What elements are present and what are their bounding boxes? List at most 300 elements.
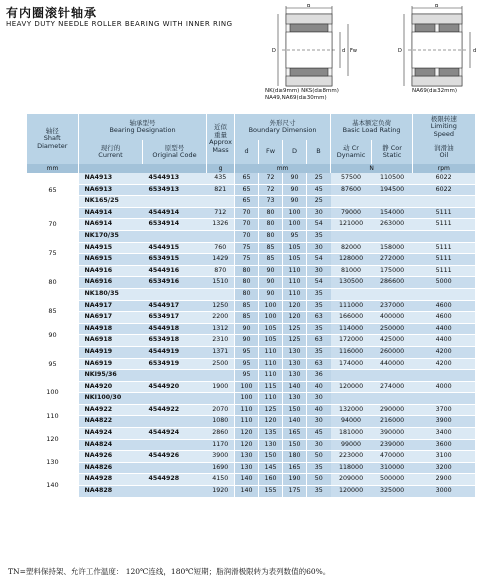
cell-cr	[331, 230, 372, 242]
cell-mass: 2070	[207, 404, 235, 416]
cell-orig	[143, 370, 207, 382]
cell-cor: 250000	[372, 323, 413, 335]
cell-cr: 174000	[331, 358, 372, 370]
table-row	[27, 323, 475, 335]
cell-orig	[143, 196, 207, 208]
cell-cur: NKI95/36	[79, 370, 143, 382]
cell-cor: 425000	[372, 335, 413, 347]
diagram-right-label-b: B	[435, 4, 439, 9]
cell-d: 120	[235, 428, 259, 440]
cell-d: 80	[235, 277, 259, 289]
cell-speed: 4200	[413, 358, 475, 370]
cell-orig: 4544926	[143, 451, 207, 463]
cell-shaft: 75	[27, 242, 79, 265]
cell-speed: 4400	[413, 323, 475, 335]
header-oil: 润滑油 Oil	[413, 140, 475, 164]
cell-cor: 325000	[372, 486, 413, 498]
cell-orig: 6534915	[143, 254, 207, 266]
cell-speed	[413, 393, 475, 405]
unit-speed: rpm	[413, 164, 475, 173]
cell-d: 110	[235, 404, 259, 416]
cell-cr: 116000	[331, 346, 372, 358]
cell-cor	[372, 370, 413, 382]
cell-D: 95	[283, 230, 307, 242]
cell-B: 36	[307, 370, 331, 382]
cell-speed: 5111	[413, 265, 475, 277]
cell-B: 30	[307, 439, 331, 451]
cell-cr: 166000	[331, 312, 372, 324]
cell-B: 35	[307, 323, 331, 335]
cell-cor: 154000	[372, 207, 413, 219]
cell-d: 120	[235, 439, 259, 451]
diagram-left-label-d: d	[342, 48, 346, 54]
header-boundary: 外形尺寸 Boundary Dimension	[235, 114, 331, 140]
cell-cor: 290000	[372, 404, 413, 416]
cell-shaft: 80	[27, 265, 79, 300]
cell-speed	[413, 196, 475, 208]
cell-cr: 209000	[331, 474, 372, 486]
cell-speed: 3700	[413, 404, 475, 416]
cell-orig: 6534916	[143, 277, 207, 289]
cell-fw: 90	[259, 265, 283, 277]
table-row	[27, 370, 475, 382]
cell-orig: 6534919	[143, 358, 207, 370]
cell-D: 130	[283, 393, 307, 405]
cell-orig: 4544920	[143, 381, 207, 393]
cell-d: 95	[235, 346, 259, 358]
table-row	[27, 381, 475, 393]
cell-B: 30	[307, 207, 331, 219]
bearing-spec-table	[26, 114, 475, 498]
cell-orig: 6534914	[143, 219, 207, 231]
cell-orig: 4544919	[143, 346, 207, 358]
cell-fw: 80	[259, 219, 283, 231]
cell-shaft: 90	[27, 323, 79, 346]
cell-orig	[143, 230, 207, 242]
cell-D: 100	[283, 207, 307, 219]
cell-cr: 181000	[331, 428, 372, 440]
cell-B: 30	[307, 242, 331, 254]
cell-fw: 110	[259, 393, 283, 405]
cell-cur: NA6917	[79, 312, 143, 324]
cell-d: 65	[235, 173, 259, 184]
cell-cur: NA6914	[79, 219, 143, 231]
cell-speed: 2900	[413, 474, 475, 486]
header-shaft: 轴径 Shaft Diameter	[27, 114, 79, 164]
cell-speed: 4600	[413, 312, 475, 324]
cell-B: 35	[307, 462, 331, 474]
cell-cr: 114000	[331, 323, 372, 335]
cell-B: 54	[307, 254, 331, 266]
cell-d: 130	[235, 462, 259, 474]
cell-fw: 110	[259, 370, 283, 382]
cell-mass: 1170	[207, 439, 235, 451]
cell-D: 110	[283, 265, 307, 277]
cell-cor: 400000	[372, 312, 413, 324]
table-row	[27, 404, 475, 416]
cell-B: 63	[307, 312, 331, 324]
header-mass: 近似 重量 Approx Mass	[207, 114, 235, 164]
table-row	[27, 242, 475, 254]
cell-fw: 90	[259, 288, 283, 300]
cell-cor: 239000	[372, 439, 413, 451]
cell-cr: 120000	[331, 381, 372, 393]
cell-mass: 1326	[207, 219, 235, 231]
cell-orig	[143, 393, 207, 405]
cell-fw: 110	[259, 346, 283, 358]
cell-cor	[372, 196, 413, 208]
cell-cur: NA4822	[79, 416, 143, 428]
header-cor: 静 Cor Static	[372, 140, 413, 164]
cell-fw: 150	[259, 451, 283, 463]
cell-fw: 145	[259, 462, 283, 474]
cell-cr: 132000	[331, 404, 372, 416]
cell-B: 35	[307, 230, 331, 242]
table-row	[27, 486, 475, 498]
cell-B: 54	[307, 219, 331, 231]
cell-orig	[143, 439, 207, 451]
cell-cr: 223000	[331, 451, 372, 463]
cell-mass: 1920	[207, 486, 235, 498]
cell-mass: 1690	[207, 462, 235, 474]
page-subtitle: HEAVY DUTY NEEDLE ROLLER BEARING WITH INNER RING	[6, 20, 233, 28]
cell-cor: 500000	[372, 474, 413, 486]
cell-mass	[207, 230, 235, 242]
cell-cor: 194500	[372, 184, 413, 196]
cell-cor: 263000	[372, 219, 413, 231]
cell-mass	[207, 288, 235, 300]
cell-mass: 2200	[207, 312, 235, 324]
cell-speed: 5111	[413, 254, 475, 266]
cell-cor: 310000	[372, 462, 413, 474]
cell-orig: 4544915	[143, 242, 207, 254]
cell-mass: 1312	[207, 323, 235, 335]
cell-d: 90	[235, 323, 259, 335]
cell-B: 40	[307, 381, 331, 393]
table-row	[27, 173, 475, 184]
cell-D: 190	[283, 474, 307, 486]
cell-mass: 1080	[207, 416, 235, 428]
cell-shaft: 130	[27, 451, 79, 474]
cell-cor: 237000	[372, 300, 413, 312]
cell-B: 25	[307, 196, 331, 208]
cell-shaft: 85	[27, 300, 79, 323]
cell-D: 120	[283, 312, 307, 324]
cell-cur: NA4913	[79, 173, 143, 184]
cell-orig: 4544917	[143, 300, 207, 312]
cell-D: 140	[283, 416, 307, 428]
cell-orig: 4544918	[143, 323, 207, 335]
cell-cr: 79000	[331, 207, 372, 219]
cell-fw: 120	[259, 416, 283, 428]
cell-cur: NA4917	[79, 300, 143, 312]
unit-shaft: mm	[27, 164, 79, 173]
cell-D: 175	[283, 486, 307, 498]
cell-cr: 99000	[331, 439, 372, 451]
table-row	[27, 474, 475, 486]
cell-cur: NK165/25	[79, 196, 143, 208]
cell-d: 100	[235, 381, 259, 393]
table-row	[27, 393, 475, 405]
cell-cor: 158000	[372, 242, 413, 254]
table-row	[27, 428, 475, 440]
cell-cr: 172000	[331, 335, 372, 347]
cell-d: 110	[235, 416, 259, 428]
cell-orig: 4544914	[143, 207, 207, 219]
cell-speed: 3600	[413, 439, 475, 451]
cell-D: 105	[283, 254, 307, 266]
cell-d: 70	[235, 207, 259, 219]
cell-fw: 100	[259, 312, 283, 324]
header-cr: 动 Cr Dynamic	[331, 140, 372, 164]
unit-designation	[79, 164, 207, 173]
diagram-right-caption: NA69(d≥32mm)	[412, 88, 457, 94]
header-speed: 极限转速 Limiting Speed	[413, 114, 475, 140]
cell-orig	[143, 462, 207, 474]
cell-cr: 121000	[331, 219, 372, 231]
cell-shaft: 100	[27, 381, 79, 404]
header-current: 现行的 Current	[79, 140, 143, 164]
cell-cor: 260000	[372, 346, 413, 358]
cell-speed: 5111	[413, 219, 475, 231]
table-body	[27, 173, 475, 497]
cell-B: 50	[307, 451, 331, 463]
cell-cur: NA4824	[79, 439, 143, 451]
cell-speed	[413, 370, 475, 382]
cell-cr	[331, 370, 372, 382]
cell-speed: 3900	[413, 416, 475, 428]
cell-D: 130	[283, 346, 307, 358]
cell-d: 85	[235, 312, 259, 324]
cell-cur: NA4926	[79, 451, 143, 463]
cell-d: 130	[235, 451, 259, 463]
cell-cur: NA4914	[79, 207, 143, 219]
cell-fw: 110	[259, 358, 283, 370]
cell-orig: 6534917	[143, 312, 207, 324]
footnote: TN=塑料保持架、允许工作温度： 120℃连线，180℃短期；脂润滑极限转为表列数值的60%。	[8, 567, 331, 576]
cell-speed: 5111	[413, 242, 475, 254]
cell-B: 45	[307, 428, 331, 440]
table-row	[27, 439, 475, 451]
cell-cur: NA4924	[79, 428, 143, 440]
cell-mass: 821	[207, 184, 235, 196]
cell-B: 45	[307, 184, 331, 196]
cell-shaft: 65	[27, 173, 79, 207]
cell-B: 30	[307, 393, 331, 405]
cell-mass: 2500	[207, 358, 235, 370]
cell-mass: 760	[207, 242, 235, 254]
cell-D: 90	[283, 184, 307, 196]
cell-D: 130	[283, 358, 307, 370]
cell-d: 140	[235, 474, 259, 486]
diagram-right-label-d: d	[473, 48, 477, 54]
cell-d: 95	[235, 358, 259, 370]
cell-cr: 57500	[331, 173, 372, 184]
cell-cur: NA4918	[79, 323, 143, 335]
cell-B: 63	[307, 335, 331, 347]
cell-shaft: 70	[27, 207, 79, 242]
cell-d: 65	[235, 184, 259, 196]
table-row	[27, 277, 475, 289]
cell-orig: 4544922	[143, 404, 207, 416]
cell-speed: 5111	[413, 207, 475, 219]
header-B: B	[307, 140, 331, 164]
cell-cor: 216000	[372, 416, 413, 428]
cell-B: 35	[307, 346, 331, 358]
cell-orig: 6534918	[143, 335, 207, 347]
cell-D: 130	[283, 370, 307, 382]
cell-orig: 4544913	[143, 173, 207, 184]
cell-mass	[207, 370, 235, 382]
table-row	[27, 358, 475, 370]
cell-D: 90	[283, 173, 307, 184]
table-row	[27, 451, 475, 463]
cell-D: 125	[283, 335, 307, 347]
cell-speed: 3100	[413, 451, 475, 463]
cell-cur: NK180/35	[79, 288, 143, 300]
cell-D: 90	[283, 196, 307, 208]
cell-speed: 3400	[413, 428, 475, 440]
cell-B: 30	[307, 265, 331, 277]
cell-B: 35	[307, 486, 331, 498]
diagram-left-caption-line2: NA49,NA69(d≥30mm)	[265, 95, 327, 101]
cell-cr: 118000	[331, 462, 372, 474]
table-row	[27, 254, 475, 266]
cell-cur: NA4826	[79, 462, 143, 474]
cell-orig: 4544928	[143, 474, 207, 486]
cell-cr: 120000	[331, 486, 372, 498]
cell-d: 140	[235, 486, 259, 498]
cell-cur: NA4922	[79, 404, 143, 416]
cell-mass: 2860	[207, 428, 235, 440]
cell-orig: 4544916	[143, 265, 207, 277]
cell-D: 110	[283, 277, 307, 289]
cell-cur: NA6916	[79, 277, 143, 289]
cell-cr	[331, 196, 372, 208]
header-fw: Fw	[259, 140, 283, 164]
cell-mass: 435	[207, 173, 235, 184]
cell-shaft: 140	[27, 474, 79, 497]
cell-d: 80	[235, 265, 259, 277]
cell-d: 65	[235, 196, 259, 208]
cell-speed: 4600	[413, 300, 475, 312]
cell-mass: 4150	[207, 474, 235, 486]
cell-fw: 85	[259, 254, 283, 266]
cell-d: 70	[235, 230, 259, 242]
cell-cor: 286600	[372, 277, 413, 289]
cell-cor: 274000	[372, 381, 413, 393]
cell-mass: 1250	[207, 300, 235, 312]
cell-cr	[331, 288, 372, 300]
cell-cor: 110500	[372, 173, 413, 184]
cell-fw: 73	[259, 196, 283, 208]
cell-fw: 72	[259, 173, 283, 184]
table-row	[27, 207, 475, 219]
unit-load: N	[331, 164, 413, 173]
cell-D: 110	[283, 288, 307, 300]
cell-mass	[207, 393, 235, 405]
cell-mass: 1371	[207, 346, 235, 358]
cell-fw: 72	[259, 184, 283, 196]
cell-fw: 115	[259, 381, 283, 393]
cell-d: 70	[235, 219, 259, 231]
cell-B: 35	[307, 300, 331, 312]
cell-mass: 3900	[207, 451, 235, 463]
cell-speed: 4200	[413, 346, 475, 358]
table-row	[27, 312, 475, 324]
cell-D: 105	[283, 242, 307, 254]
cell-D: 165	[283, 428, 307, 440]
table-row	[27, 196, 475, 208]
diagram-left-label-fw: Fw	[350, 48, 357, 54]
cell-fw: 160	[259, 474, 283, 486]
cell-D: 150	[283, 404, 307, 416]
cell-mass: 2310	[207, 335, 235, 347]
cell-cr: 130500	[331, 277, 372, 289]
cell-d: 80	[235, 288, 259, 300]
cell-cur: NKI100/30	[79, 393, 143, 405]
cell-speed	[413, 230, 475, 242]
page-title: 有内圈滚针轴承	[6, 6, 98, 20]
table-row	[27, 462, 475, 474]
table-row	[27, 416, 475, 428]
cell-mass: 1900	[207, 381, 235, 393]
cell-cor: 272000	[372, 254, 413, 266]
diagram-left-label-b: B	[307, 4, 311, 9]
cell-B: 63	[307, 358, 331, 370]
cell-cr: 87600	[331, 184, 372, 196]
cell-speed: 4400	[413, 335, 475, 347]
cell-fw: 80	[259, 230, 283, 242]
cell-cur: NA6913	[79, 184, 143, 196]
cell-cur: NA4919	[79, 346, 143, 358]
cell-speed: 4000	[413, 381, 475, 393]
cell-cr	[331, 393, 372, 405]
cell-speed: 3000	[413, 486, 475, 498]
cell-fw: 105	[259, 335, 283, 347]
cell-orig: 6534913	[143, 184, 207, 196]
cell-B: 30	[307, 416, 331, 428]
cell-B: 40	[307, 404, 331, 416]
cell-cr: 111000	[331, 300, 372, 312]
cell-orig	[143, 288, 207, 300]
cell-speed	[413, 288, 475, 300]
cell-shaft: 110	[27, 404, 79, 427]
cell-D: 120	[283, 300, 307, 312]
table-row	[27, 184, 475, 196]
cell-D: 125	[283, 323, 307, 335]
cell-speed: 6022	[413, 173, 475, 184]
cell-mass: 712	[207, 207, 235, 219]
cell-d: 75	[235, 254, 259, 266]
cell-d: 90	[235, 335, 259, 347]
header-D: D	[283, 140, 307, 164]
diagram-left-caption	[265, 88, 339, 102]
cell-cr: 94000	[331, 416, 372, 428]
diagram-right-label-D: D	[398, 48, 402, 54]
header-original: 原型号 Original Code	[143, 140, 207, 164]
cell-mass: 1429	[207, 254, 235, 266]
cell-D: 100	[283, 219, 307, 231]
cell-fw: 135	[259, 428, 283, 440]
cell-B: 50	[307, 474, 331, 486]
unit-dim: mm	[235, 164, 331, 173]
cell-D: 180	[283, 451, 307, 463]
bearing-diagram-right	[390, 4, 490, 96]
cell-fw: 85	[259, 242, 283, 254]
cell-fw: 155	[259, 486, 283, 498]
header-designation: 轴承型号 Bearing Designation	[79, 114, 207, 140]
